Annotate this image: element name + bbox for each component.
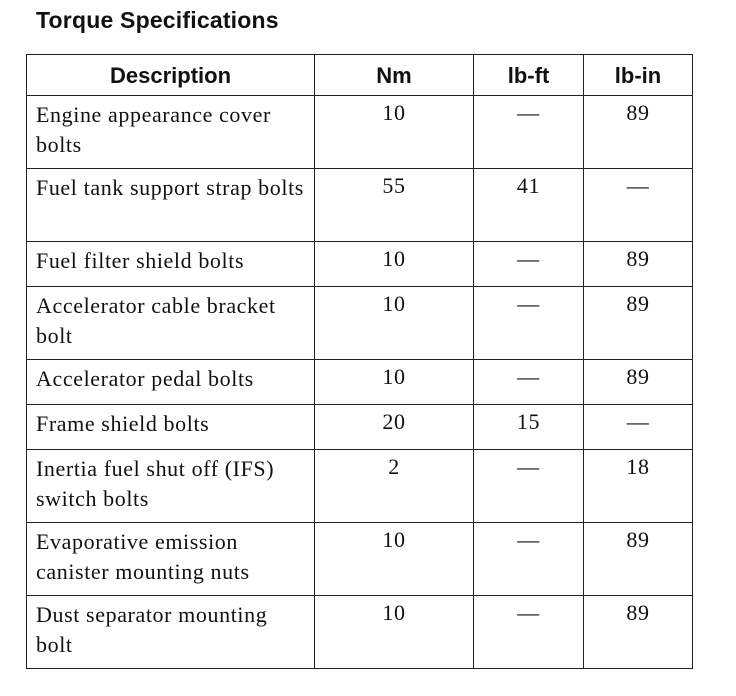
nm-cell: 10 bbox=[315, 287, 474, 360]
table-row bbox=[27, 523, 693, 596]
description-cell: Inertia fuel shut off (IFS) switch bolts bbox=[27, 450, 315, 523]
nm-cell: 10 bbox=[315, 96, 474, 169]
lbft-cell: — bbox=[474, 287, 584, 360]
nm-cell: 55 bbox=[315, 169, 474, 242]
lbft-cell: — bbox=[474, 96, 584, 169]
table-row bbox=[27, 405, 693, 450]
lbin-cell: 89 bbox=[584, 360, 693, 405]
description-cell: Frame shield bolts bbox=[27, 405, 315, 450]
column-header-nm: Nm bbox=[315, 55, 474, 96]
lbft-cell: — bbox=[474, 360, 584, 405]
table-row bbox=[27, 96, 693, 169]
table-row bbox=[27, 450, 693, 523]
column-header-description: Description bbox=[27, 55, 315, 96]
nm-cell: 10 bbox=[315, 360, 474, 405]
table-row bbox=[27, 360, 693, 405]
nm-cell: 10 bbox=[315, 596, 474, 669]
description-cell: Dust separator mounting bolt bbox=[27, 596, 315, 669]
lbin-cell: 89 bbox=[584, 242, 693, 287]
nm-cell: 10 bbox=[315, 242, 474, 287]
lbin-cell: — bbox=[584, 405, 693, 450]
lbft-cell: 15 bbox=[474, 405, 584, 450]
lbft-cell: — bbox=[474, 523, 584, 596]
lbft-cell: — bbox=[474, 596, 584, 669]
lbin-cell: — bbox=[584, 169, 693, 242]
nm-cell: 20 bbox=[315, 405, 474, 450]
lbin-cell: 18 bbox=[584, 450, 693, 523]
lbin-cell: 89 bbox=[584, 287, 693, 360]
description-cell: Fuel tank support strap bolts bbox=[27, 169, 315, 242]
description-cell: Evaporative emission canister mounting nuts bbox=[27, 523, 315, 596]
description-cell: Accelerator cable bracket bolt bbox=[27, 287, 315, 360]
table-row bbox=[27, 596, 693, 669]
table-header-row bbox=[27, 55, 693, 96]
lbft-cell: — bbox=[474, 450, 584, 523]
page-title: Torque Specifications bbox=[36, 7, 279, 33]
lbin-cell: 89 bbox=[584, 523, 693, 596]
description-cell: Accelerator pedal bolts bbox=[27, 360, 315, 405]
table-row bbox=[27, 169, 693, 242]
table-row bbox=[27, 242, 693, 287]
description-cell: Engine appearance cover bolts bbox=[27, 96, 315, 169]
column-header-lbft: lb-ft bbox=[474, 55, 584, 96]
lbft-cell: — bbox=[474, 242, 584, 287]
nm-cell: 2 bbox=[315, 450, 474, 523]
lbin-cell: 89 bbox=[584, 96, 693, 169]
torque-spec-table bbox=[26, 54, 693, 669]
lbin-cell: 89 bbox=[584, 596, 693, 669]
table-row bbox=[27, 287, 693, 360]
column-header-lbin: lb-in bbox=[584, 55, 693, 96]
lbft-cell: 41 bbox=[474, 169, 584, 242]
nm-cell: 10 bbox=[315, 523, 474, 596]
description-cell: Fuel filter shield bolts bbox=[27, 242, 315, 287]
